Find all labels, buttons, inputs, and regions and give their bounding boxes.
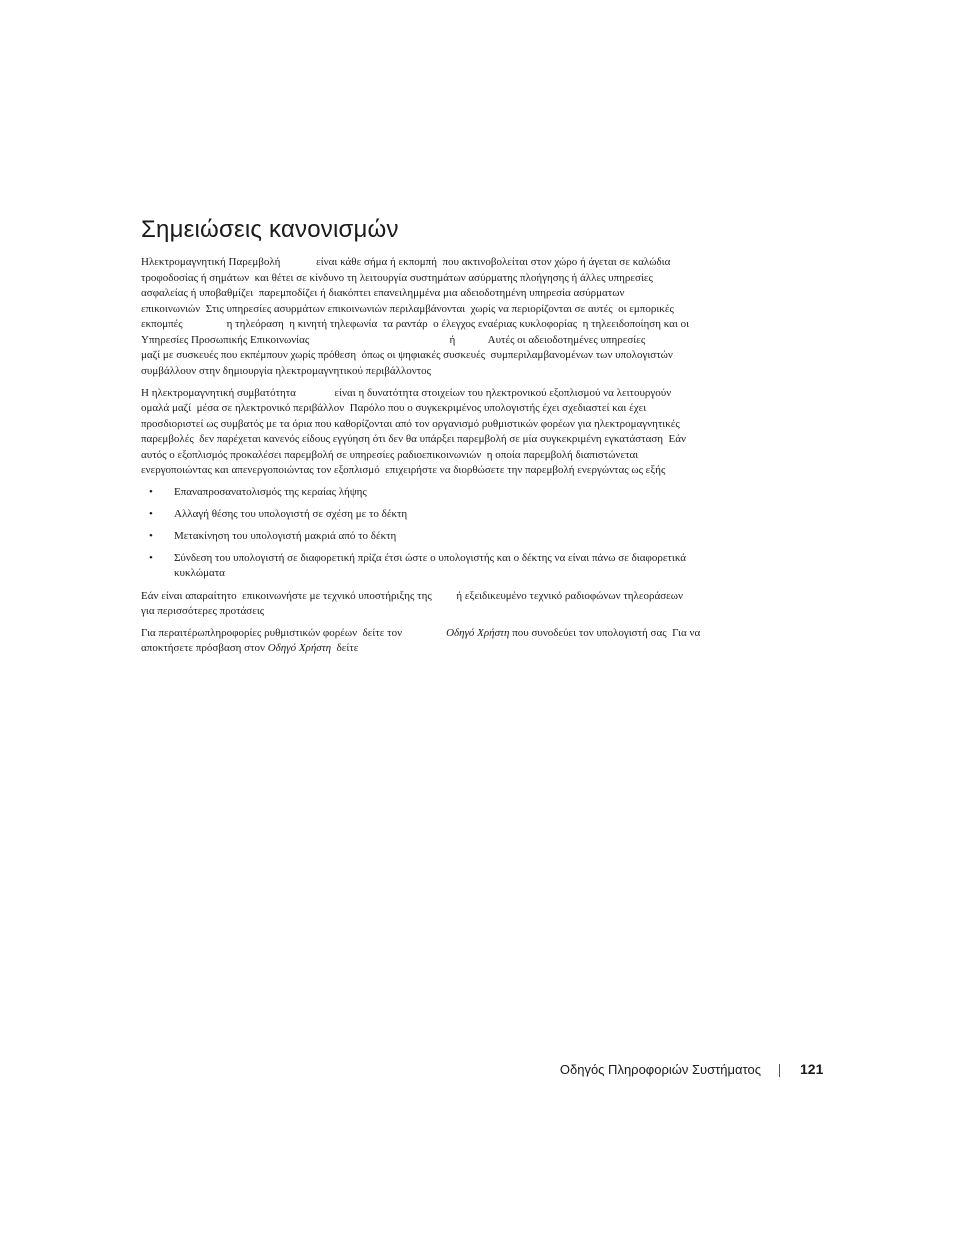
footer-title: Οδηγός Πληροφοριών Συστήματος (559, 1062, 761, 1077)
text-line: Υπηρεσίες Προσωπικής Επικοινωνίας ή Αυτές οι αδειοδοτημένες υπηρεσίες (141, 334, 646, 346)
footer-divider (779, 1064, 780, 1077)
list-item: Σύνδεση του υπολογιστή σε διαφορετική πρίζα έτσι ώστε ο υπολογιστής και ο δέκτης να είναι πάνω σε διαφορετικά (174, 552, 687, 564)
text-line: παρεμβολές δεν παρέχεται κανενός είδους εγγύηση ότι δεν θα υπάρξει παρεμβολή σε μία συγκεκριμένη εγκατάσταση Εάν (141, 433, 686, 445)
text-line: ομαλά μαζί μέσα σε ηλεκτρονικό περιβάλλον Παρόλο που ο συγκεκριμένος υπολογιστής έχει σχεδιαστεί και έχει (141, 402, 647, 414)
bullet-icon: • (149, 486, 153, 498)
bullet-icon: • (149, 508, 153, 520)
text-span: δείτε (331, 642, 359, 654)
list-item: Επαναπροσανατολισμός της κεραίας λήψης (174, 486, 367, 498)
list-item: Αλλαγή θέσης του υπολογιστή σε σχέση με το δέκτη (174, 508, 408, 520)
text-line: Ηλεκτρομαγνητική Παρεμβολή είναι κάθε σήμα ή εκπομπή που ακτινοβολείται στον χώρο ή άγεται σε καλώδια (141, 256, 671, 268)
text-line: προσδιοριστεί ως συμβατός με τα όρια που καθορίζονται από τον οργανισμό ρυθμιστικών φορέων για ηλεκτρομαγνητικές (141, 418, 680, 430)
text-line: Εάν είναι απαραίτητο επικοινωνήστε με τεχνικό υποστήριξης της ή εξειδικευμένο τεχνικό ραδιοφώνων τηλεοράσεων (141, 590, 683, 602)
user-guide-reference: Οδηγό Χρήστη (446, 627, 510, 639)
bullet-icon: • (149, 530, 153, 542)
text-line: μαζί με συσκευές που εκπέμπουν χωρίς πρόθεση όπως οι ψηφιακές συσκευές συμπεριλαμβανομένων των υπολογιστών (141, 349, 673, 361)
list-item: Μετακίνηση του υπολογιστή μακριά από το δέκτη (174, 530, 397, 542)
text-line: ενεργοποιώντας και απενεργοποιώντας τον εξοπλισμό επιχειρήστε να διορθώσετε την παρεμβολή ενεργώντας ως εξής (141, 464, 666, 476)
text-line: τροφοδοσίας ή σημάτων και θέτει σε κίνδυνο τη λειτουργία συστημάτων ασύρματης πλοήγησης ή άλλες υπηρεσίες (141, 272, 653, 284)
text-line: επικοινωνιών Στις υπηρεσίες ασυρμάτων επικοινωνιών περιλαμβάνονται χωρίς να περιορίζονται σε αυτές οι εμπορικές (141, 303, 674, 315)
text-span: Για περαιτέρωπληροφορίες ρυθμιστικών φορέων δείτε τον (141, 627, 447, 639)
page-number: 121 (800, 1061, 824, 1077)
text-line (141, 626, 700, 641)
text-line: εκπομπές η τηλεόραση η κινητή τηλεφωνία τα ραντάρ ο έλεγχος εναέριας κυκλοφορίας η τηλεειδοποίηση και οι (141, 318, 690, 330)
text-line: αυτός ο εξοπλισμός προκαλέσει παρεμβολή σε υπηρεσίες ραδιοεπικοινωνιών η οποία παρεμβολή διαπιστώνεται (141, 449, 639, 461)
text-line: ασφαλείας ή υποβαθμίζει παρεμποδίζει ή διακόπτει επανειλημμένα μια αδειοδοτημένη υπηρεσία ασύρματων (141, 287, 625, 299)
text-line: Η ηλεκτρομαγνητική συμβατότητα είναι η δυνατότητα στοιχείων του ηλεκτρονικού εξοπλισμού να λειτουργούν (141, 387, 672, 399)
page-title: Σημειώσεις κανονισμών (141, 216, 399, 243)
text-span: αποκτήσετε πρόσβαση στον (141, 642, 268, 654)
bullet-icon: • (149, 552, 153, 564)
text-line (141, 641, 358, 656)
user-guide-reference: Οδηγό Χρήστη (267, 642, 332, 654)
text-line: συμβάλλουν στην δημιουργία ηλεκτρομαγνητικού περιβάλλοντος (141, 365, 432, 377)
text-line: για περισσότερες προτάσεις (141, 605, 265, 617)
text-span: που συνοδεύει τον υπολογιστή σας Για να (509, 627, 701, 639)
list-item-continuation: κυκλώματα (174, 567, 225, 579)
